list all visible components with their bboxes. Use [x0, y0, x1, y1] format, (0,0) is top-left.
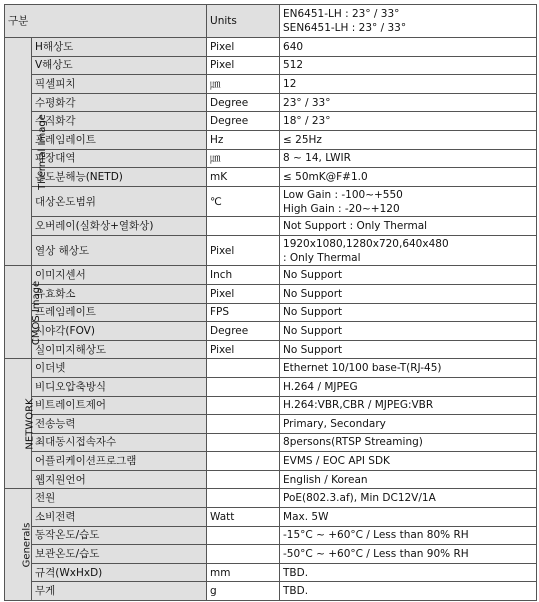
spec-row [5, 433, 537, 452]
spec-value-line: PoE(802.3.af), Min DC12V/1A [283, 492, 436, 505]
spec-value [280, 130, 537, 149]
spec-value-line: No Support [283, 306, 343, 319]
spec-row [5, 56, 537, 75]
spec-row [5, 322, 537, 341]
group-cell-thermal-image [5, 38, 48, 266]
spec-row [5, 38, 537, 57]
spec-label: 유효화소 [32, 284, 207, 303]
spec-label: 이더넷 [32, 359, 207, 378]
spec-row [5, 284, 537, 303]
spec-value [280, 93, 537, 112]
spec-value [280, 545, 537, 564]
spec-unit: Degree [207, 322, 280, 341]
spec-value-line: EVMS / EOC API SDK [283, 455, 390, 468]
spec-label: 프레임레이트 [32, 130, 207, 149]
spec-row [5, 582, 537, 601]
spec-label: 수직화각 [32, 112, 207, 131]
spec-value-line: 8 ~ 14, LWIR [283, 152, 351, 165]
header-item-cell [5, 5, 207, 38]
spec-value [280, 582, 537, 601]
spec-row [5, 168, 537, 187]
spec-unit [207, 396, 280, 415]
spec-value [280, 470, 537, 489]
spec-value [280, 75, 537, 94]
group-cell-generals [5, 489, 32, 601]
spec-unit [207, 452, 280, 471]
spec-value-line: 18° / 23° [283, 115, 331, 128]
spec-label: 보관온도/습도 [32, 545, 207, 564]
spec-label: 시야각(FOV) [32, 322, 207, 341]
spec-value [280, 284, 537, 303]
spec-value [280, 489, 537, 508]
spec-value [280, 112, 537, 131]
spec-value-line: : Only Thermal [283, 251, 361, 264]
spec-unit: Pixel [207, 340, 280, 359]
header-units-label: Units [210, 15, 237, 27]
spec-value-line: 512 [283, 59, 304, 72]
group-cell-network [5, 359, 36, 489]
spec-unit: g [207, 582, 280, 601]
spec-label: V해상도 [32, 56, 207, 75]
spec-value-line: Ethernet 10/100 base-T(RJ-45) [283, 362, 442, 375]
spec-unit [207, 217, 280, 236]
spec-row [5, 359, 537, 378]
spec-unit [207, 545, 280, 564]
spec-unit: ㎛ [207, 149, 280, 168]
spec-value-line: 1920x1080,1280x720,640x480 [283, 237, 449, 250]
spec-unit: mK [207, 168, 280, 187]
spec-row [5, 545, 537, 564]
spec-row [5, 149, 537, 168]
spec-label: 규격(WxHxD) [32, 563, 207, 582]
spec-label: 파장대역 [32, 149, 207, 168]
spec-value [280, 359, 537, 378]
spec-unit: ㎛ [207, 75, 280, 94]
spec-row [5, 470, 537, 489]
spec-unit: Hz [207, 130, 280, 149]
spec-table [4, 4, 537, 601]
spec-label: 최대동시접속자수 [32, 433, 207, 452]
spec-value-line: No Support [283, 343, 343, 356]
spec-value-line: -50°C ~ +60°C / Less than 90% RH [283, 548, 469, 561]
spec-label: H해상도 [32, 38, 207, 57]
spec-unit: Watt [207, 508, 280, 527]
spec-value-line: Primary, Secondary [283, 417, 386, 430]
group-title: CMOS Image [31, 280, 43, 345]
spec-row [5, 396, 537, 415]
spec-unit [207, 526, 280, 545]
spec-value [280, 186, 537, 217]
group-title: NETWORK [24, 398, 36, 450]
spec-value-line: -15°C ~ +60°C / Less than 80% RH [283, 529, 469, 542]
spec-unit [207, 489, 280, 508]
spec-value [280, 396, 537, 415]
spec-value [280, 217, 537, 236]
spec-label: 웹지원언어 [32, 470, 207, 489]
spec-value [280, 235, 537, 266]
spec-value [280, 508, 537, 527]
spec-unit: ℃ [207, 186, 280, 217]
spec-unit [207, 415, 280, 434]
spec-label: 비디오압축방식 [32, 377, 207, 396]
spec-row [5, 340, 537, 359]
spec-value-line: Low Gain : -100~+550 [283, 188, 403, 201]
spec-value-line: No Support [283, 269, 343, 282]
spec-unit: Pixel [207, 56, 280, 75]
group-title: Thermal Image [36, 114, 48, 191]
spec-unit [207, 470, 280, 489]
spec-unit [207, 377, 280, 396]
spec-label: 실이미지해상도 [32, 340, 207, 359]
spec-label: 픽셀피치 [32, 75, 207, 94]
spec-row [5, 508, 537, 527]
spec-unit: Pixel [207, 38, 280, 57]
spec-row [5, 303, 537, 322]
spec-value [280, 433, 537, 452]
spec-unit: Inch [207, 266, 280, 285]
spec-value-line: H.264 / MJPEG [283, 380, 358, 393]
spec-row [5, 266, 537, 285]
spec-table-body [5, 5, 537, 601]
spec-row [5, 112, 537, 131]
spec-row [5, 526, 537, 545]
spec-unit: Pixel [207, 284, 280, 303]
spec-label: 전원 [32, 489, 207, 508]
spec-value-line: 640 [283, 40, 304, 53]
spec-label: 온도분해능(NETD) [32, 168, 207, 187]
spec-unit [207, 433, 280, 452]
spec-unit: FPS [207, 303, 280, 322]
spec-label: 소비전력 [32, 508, 207, 527]
spec-row [5, 489, 537, 508]
spec-label: 프레임레이트 [32, 303, 207, 322]
spec-unit: mm [207, 563, 280, 582]
spec-value-line: ≤ 50mK@F#1.0 [283, 170, 368, 183]
spec-label: 동작온도/습도 [32, 526, 207, 545]
spec-value [280, 415, 537, 434]
spec-value [280, 38, 537, 57]
group-title: Generals [21, 522, 33, 568]
spec-label: 열상 해상도 [32, 235, 207, 266]
spec-value-line: 23° / 33° [283, 96, 331, 109]
spec-value [280, 563, 537, 582]
spec-label: 수평화각 [32, 93, 207, 112]
spec-value-line: No Support [283, 324, 343, 337]
spec-value-line: H.264:VBR,CBR / MJPEG:VBR [283, 399, 434, 412]
spec-unit [207, 359, 280, 378]
header-model-1: EN6451-LH : 23° / 33° [283, 8, 400, 20]
spec-value-line: English / Korean [283, 473, 368, 486]
spec-row [5, 563, 537, 582]
group-cell-cmos-image [5, 266, 43, 359]
spec-label: 비트레이트제어 [32, 396, 207, 415]
header-units-cell [207, 5, 280, 38]
spec-value-line: 8persons(RTSP Streaming) [283, 436, 423, 449]
spec-value-line: Not Support : Only Thermal [283, 220, 428, 233]
spec-value-line: 12 [283, 77, 297, 90]
spec-row [5, 235, 537, 266]
spec-unit: Degree [207, 112, 280, 131]
spec-row [5, 217, 537, 236]
spec-value [280, 322, 537, 341]
spec-value [280, 168, 537, 187]
spec-value [280, 303, 537, 322]
spec-value-line: TBD. [283, 566, 309, 579]
header-models-cell [280, 5, 537, 38]
spec-value [280, 377, 537, 396]
spec-label: 오버레이(실화상+열화상) [32, 217, 207, 236]
spec-value [280, 266, 537, 285]
spec-value [280, 340, 537, 359]
spec-value-line: No Support [283, 287, 343, 300]
spec-row [5, 377, 537, 396]
spec-label: 전송능력 [32, 415, 207, 434]
spec-row [5, 75, 537, 94]
spec-row [5, 186, 537, 217]
header-item-label: 구분 [8, 15, 29, 27]
spec-row [5, 130, 537, 149]
spec-value-line: ≤ 25Hz [283, 133, 322, 146]
spec-value-line: High Gain : -20~+120 [283, 202, 400, 215]
spec-value [280, 526, 537, 545]
spec-label: 이미지센서 [32, 266, 207, 285]
header-row [5, 5, 537, 38]
spec-unit: Degree [207, 93, 280, 112]
spec-value-line: Max. 5W [283, 510, 329, 523]
spec-value-line: TBD. [283, 585, 309, 598]
spec-unit: Pixel [207, 235, 280, 266]
spec-row [5, 452, 537, 471]
spec-value [280, 452, 537, 471]
spec-value [280, 149, 537, 168]
spec-row [5, 93, 537, 112]
spec-label: 무게 [32, 582, 207, 601]
header-model-2: SEN6451-LH : 23° / 33° [283, 22, 407, 34]
spec-row [5, 415, 537, 434]
spec-label: 어플리케이션프로그램 [32, 452, 207, 471]
spec-value [280, 56, 537, 75]
spec-label: 대상온도범위 [32, 186, 207, 217]
